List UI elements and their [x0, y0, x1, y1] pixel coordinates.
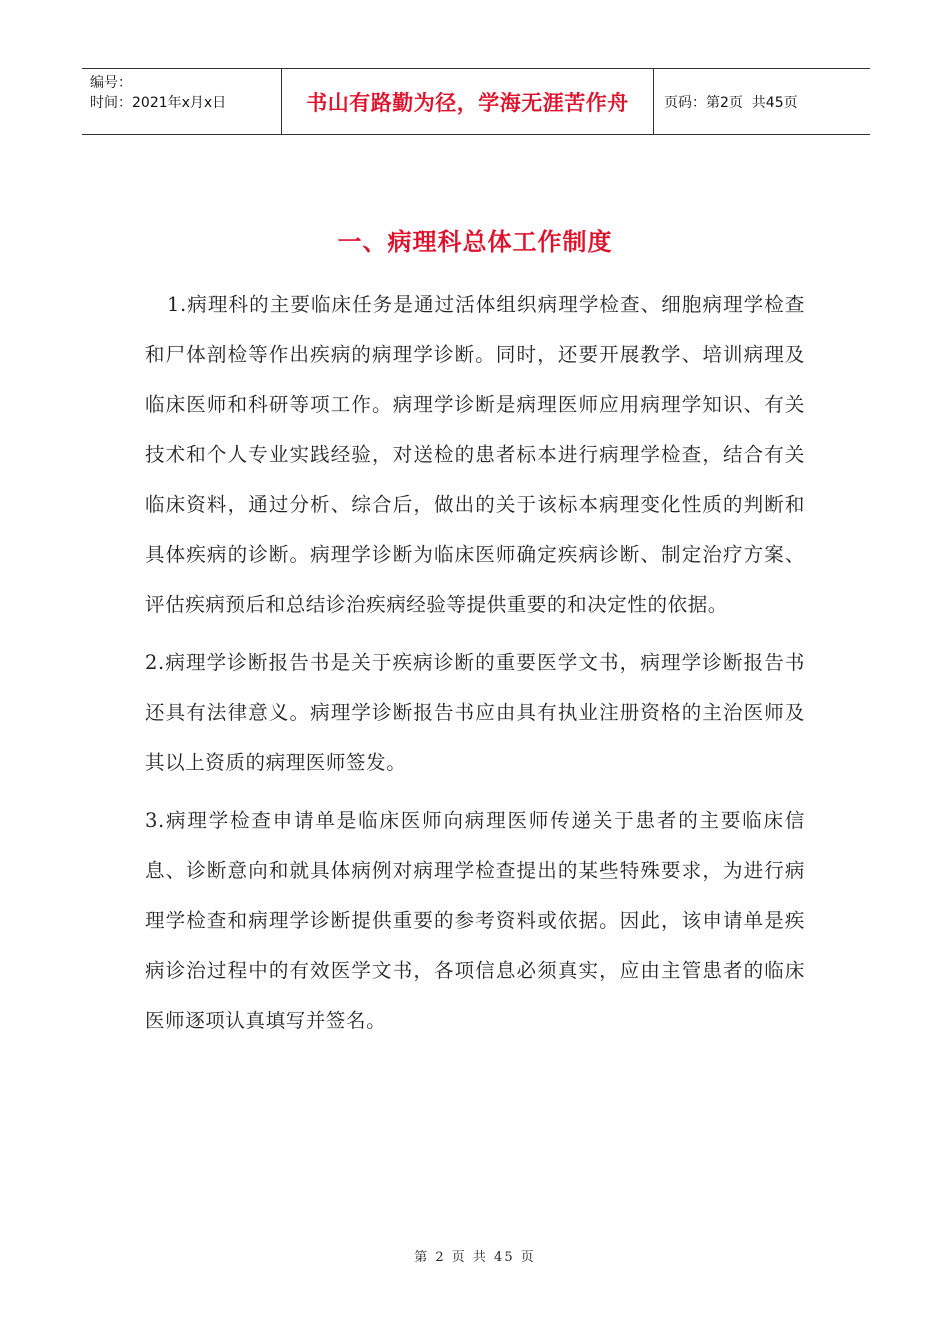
document-number-label: 编号： [90, 75, 132, 91]
paragraph-1: 1.病理科的主要临床任务是通过活体组织病理学检查、细胞病理学检查和尸体剖检等作出疾病的病理学诊断。同时，还要开展教学、培训病理及临床医师和科研等项工作。病理学诊断是病理医师应用病理学知识、有关技术和个人专业实践经验，对送检的患者标本进行病理学检查，结合有关临床资料，通过分析、综合后，做出的关于该标本病理变化性质的判断和具体疾病的诊断。病理学诊断为临床医师确定疾病诊断、制定治疗方案、评估疾病预后和总结诊治疾病经验等提供重要的和决定性的依据。 [145, 293, 805, 616]
document-time-label: 时间：2021年x月x日 [90, 95, 227, 111]
paragraph-2: 2.病理学诊断报告书是关于疾病诊断的重要医学文书，病理学诊断报告书还具有法律意义。病理学诊断报告书应由具有执业注册资格的主治医师及其以上资质的病理医师签发。 [145, 651, 805, 774]
page-header [82, 68, 870, 135]
header-motto-cell [282, 69, 654, 134]
document-body [145, 280, 805, 1054]
document-title: 一、病理科总体工作制度 [337, 228, 613, 256]
page-footer: 第 2 页 共 45 页 [414, 1250, 536, 1265]
header-page-cell [654, 69, 870, 134]
paragraph-3: 3.病理学检查申请单是临床医师向病理医师传递关于患者的主要临床信息、诊断意向和就具体病例对病理学检查提出的某些特殊要求，为进行病理学检查和病理学诊断提供重要的参考资料或依据。因此，该申请单是疾病诊治过程中的有效医学文书，各项信息必须真实，应由主管患者的临床医师逐项认真填写并签名。 [145, 809, 805, 1032]
header-page-info: 页码：第2页 共45页 [664, 94, 798, 111]
header-motto: 书山有路勤为径，学海无涯苦作舟 [306, 90, 629, 115]
header-meta-cell [82, 69, 282, 134]
